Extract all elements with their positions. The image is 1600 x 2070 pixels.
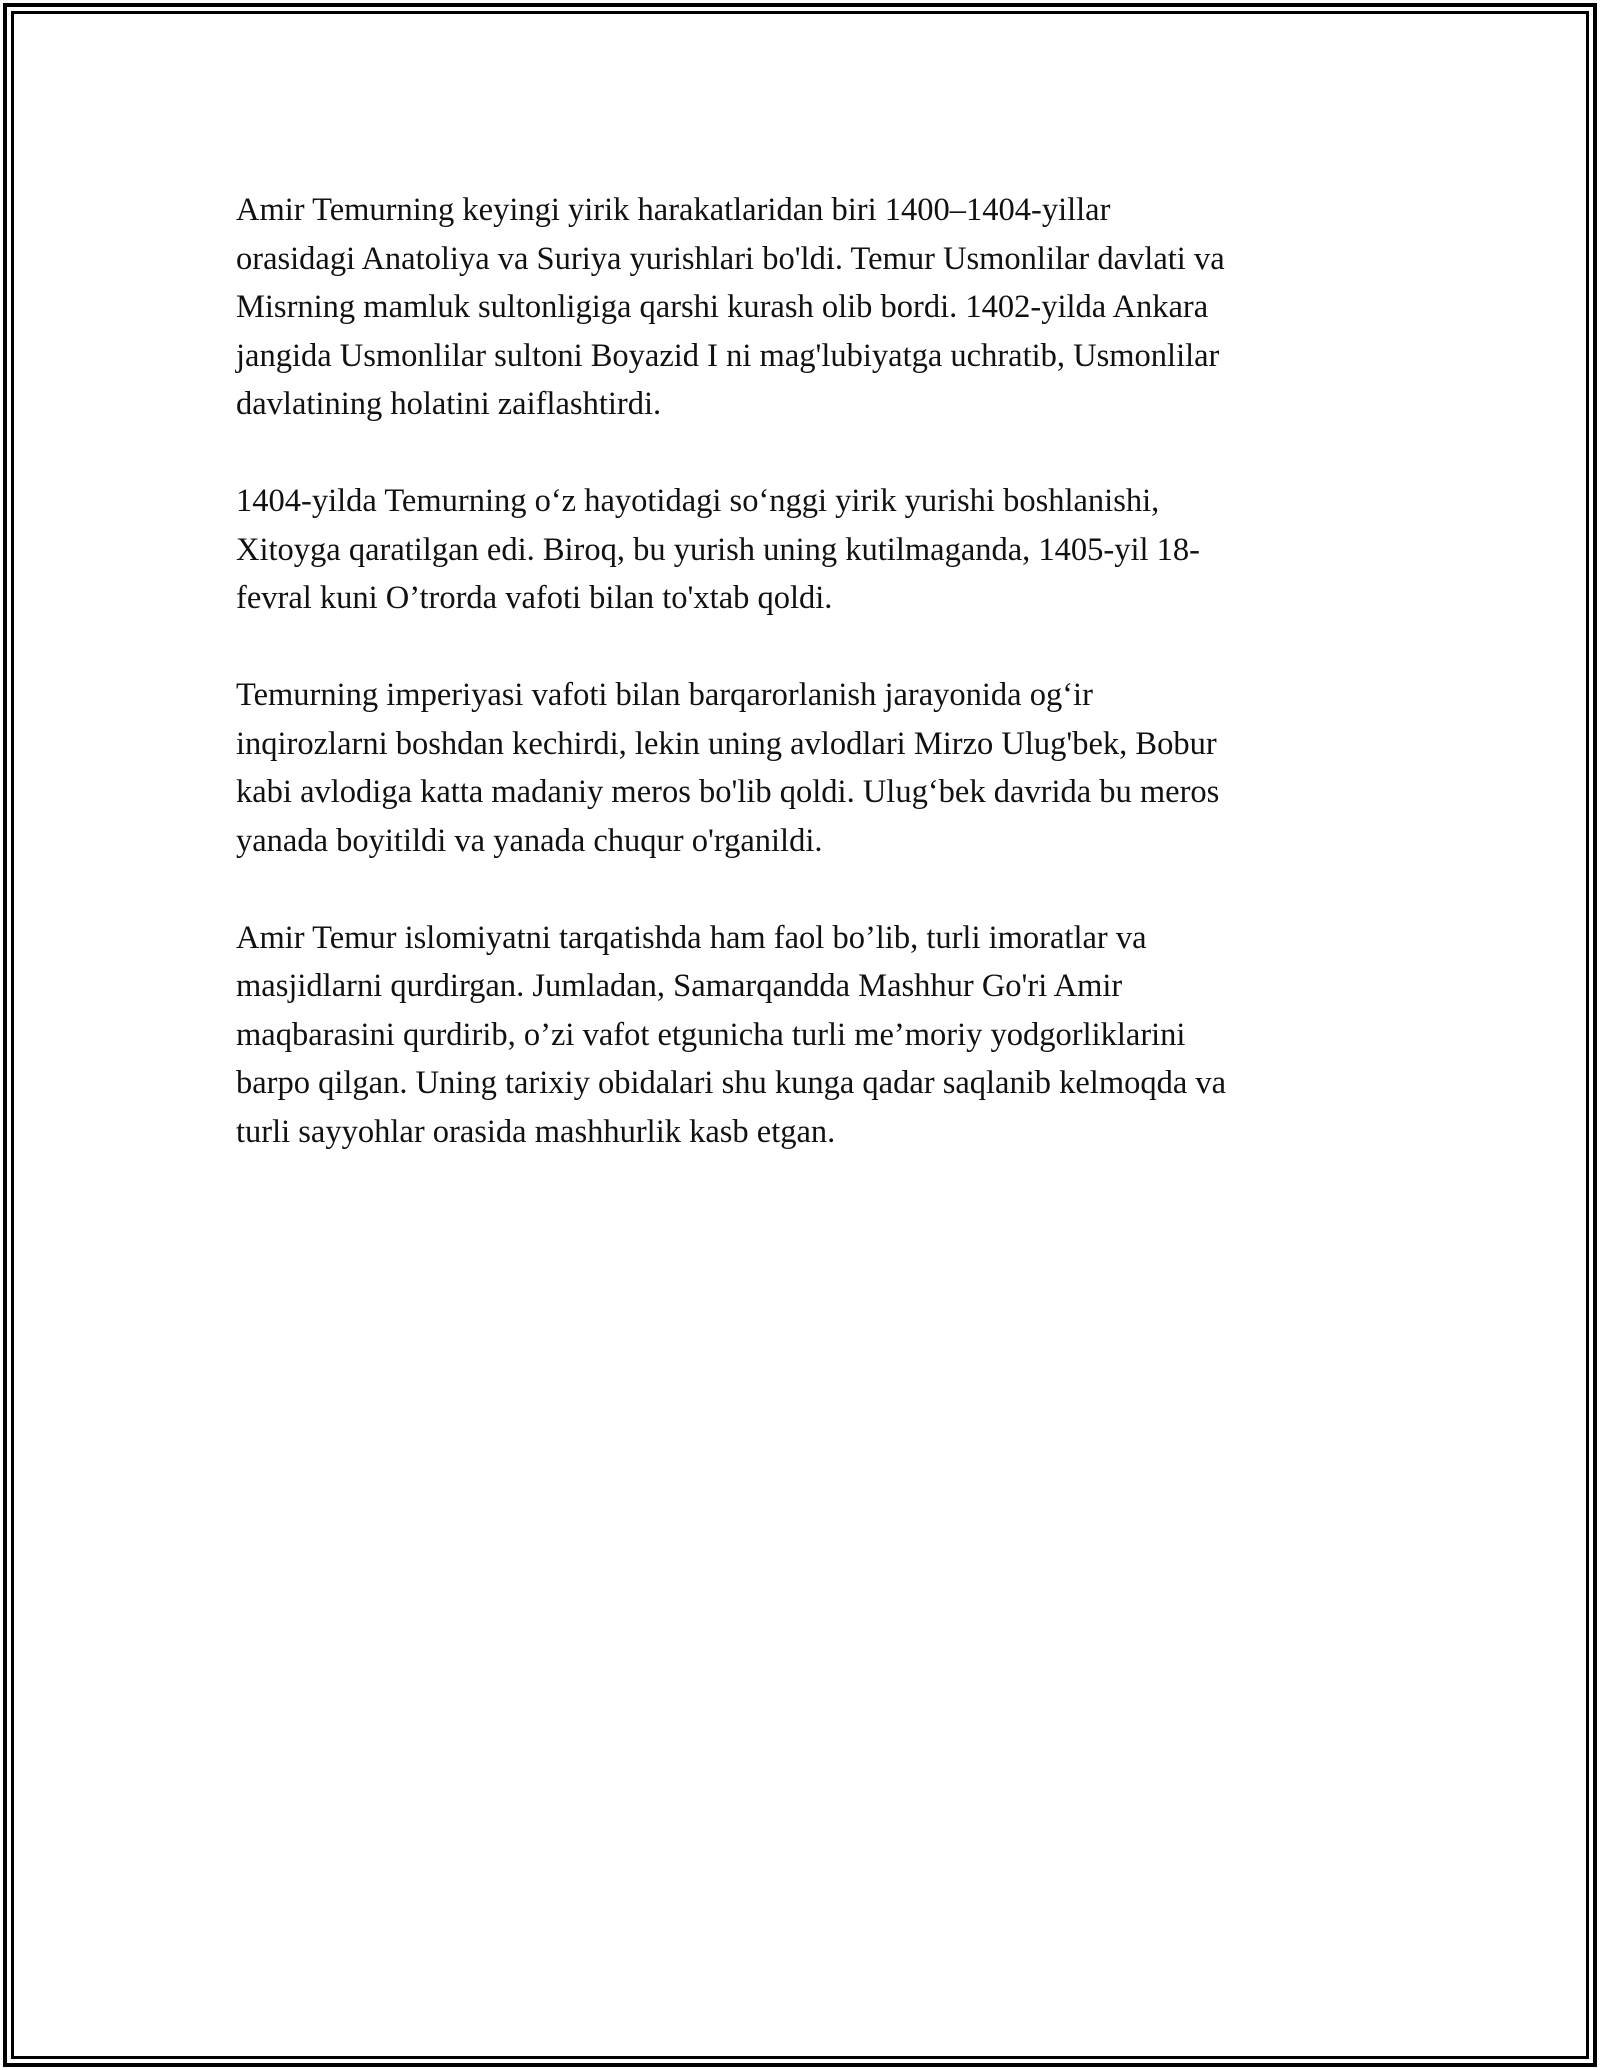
text-line: masjidlarni qurdirgan. Jumladan, Samarqandda Mashhur Go'ri Amir: [236, 968, 1123, 1004]
text-line: Temurning imperiyasi vafoti bilan barqarorlanish jarayonida og‘ir: [236, 677, 1093, 713]
text-line: Amir Temur islomiyatni tarqatishda ham faol bo’lib, turli imoratlar va: [236, 919, 1147, 956]
text-line: Xitoyga qaratilgan edi. Biroq, bu yurish uning kutilmaganda, 1405-yil 18-: [236, 531, 1201, 568]
paragraph-empire-legacy: [236, 671, 1376, 865]
text-line: Misrning mamluk sultonligiga qarshi kurash olib bordi. 1402-yilda Ankara: [236, 289, 1209, 325]
text-line: yanada boyitildi va yanada chuqur o'rganildi.: [236, 822, 823, 859]
text-line: maqbarasini qurdirib, o’zi vafot etgunicha turli me’moriy yodgorliklarini: [236, 1016, 1186, 1053]
text-line: fevral kuni O’trorda vafoti bilan to'xtab qoldi.: [236, 580, 833, 616]
text-line: orasidagi Anatoliya va Suriya yurishlari bo'ldi. Temur Usmonlilar davlati va: [236, 240, 1225, 277]
text-line: turli sayyohlar orasida mashhurlik kasb etgan.: [236, 1113, 836, 1150]
text-line: inqirozlarni boshdan kechirdi, lekin uning avlodlari Mirzo Ulug'bek, Bobur: [236, 725, 1217, 762]
document-body: [236, 186, 1376, 1205]
text-line: jangida Usmonlilar sultoni Boyazid I ni mag'lubiyatga uchratib, Usmonlilar: [236, 337, 1220, 374]
text-line: davlatining holatini zaiflashtirdi.: [236, 386, 662, 422]
text-line: Amir Temurning keyingi yirik harakatlaridan biri 1400–1404-yillar: [236, 192, 1111, 228]
text-line: 1404-yilda Temurning o‘z hayotidagi so‘nggi yirik yurishi boshlanishi,: [236, 483, 1160, 519]
paragraph-architecture: [236, 914, 1376, 1157]
paragraph-anatolia-campaign: [236, 186, 1376, 429]
text-line: kabi avlodiga katta madaniy meros bo'lib qoldi. Ulug‘bek davrida bu meros: [236, 774, 1220, 810]
text-line: barpo qilgan. Uning tarixiy obidalari shu kunga qadar saqlanib kelmoqda va: [236, 1065, 1227, 1101]
paragraph-china-campaign: [236, 477, 1376, 623]
